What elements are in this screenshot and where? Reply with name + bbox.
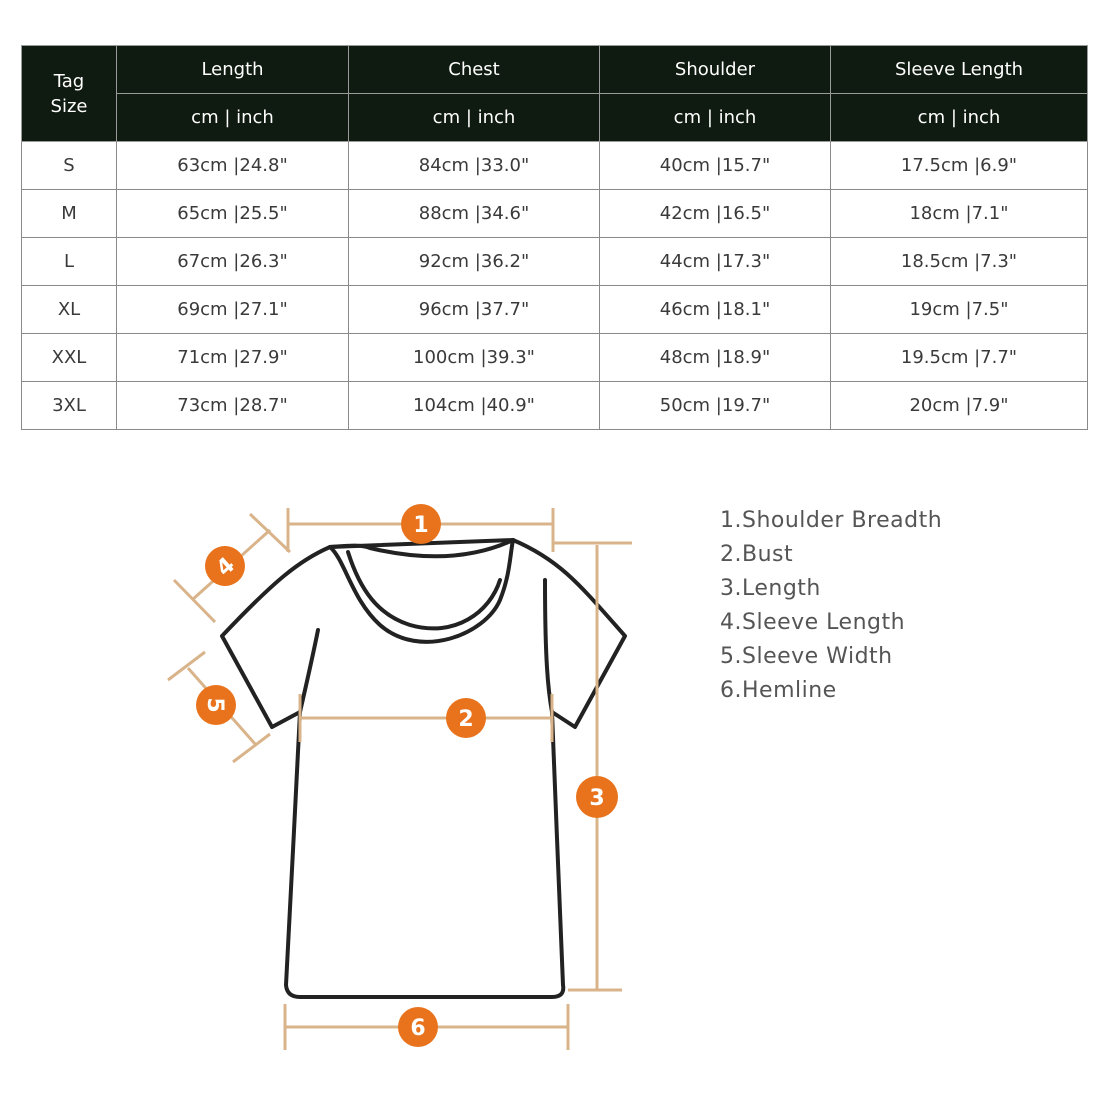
length-cell: 63cm |24.8"	[117, 142, 349, 190]
unit-sleeve-length: cm | inch	[831, 94, 1088, 142]
badge-6	[398, 1007, 438, 1047]
chest-cell: 100cm |39.3"	[349, 334, 600, 382]
shoulder-cell: 46cm |18.1"	[600, 286, 831, 334]
sleeve-length-cell: 18cm |7.1"	[831, 190, 1088, 238]
legend-item: 3.Length	[720, 576, 821, 601]
header-tag-line1: Tag	[53, 70, 85, 92]
size-cell: XXL	[22, 334, 117, 382]
header-sleeve-length: Sleeve Length	[831, 46, 1088, 94]
chest-cell: 92cm |36.2"	[349, 238, 600, 286]
sleeve-length-cell: 20cm |7.9"	[831, 382, 1088, 430]
size-cell: L	[22, 238, 117, 286]
badge-2-label: 2	[458, 707, 474, 732]
header-tag-line2: Size	[50, 95, 88, 117]
shoulder-cell: 44cm |17.3"	[600, 238, 831, 286]
sleeve-length-cell: 18.5cm |7.3"	[831, 238, 1088, 286]
unit-shoulder: cm | inch	[600, 94, 831, 142]
shoulder-cell: 50cm |19.7"	[600, 382, 831, 430]
chest-cell: 104cm |40.9"	[349, 382, 600, 430]
badge-6-label: 6	[410, 1016, 426, 1041]
chest-cell: 84cm |33.0"	[349, 142, 600, 190]
badge-1	[401, 504, 441, 544]
shoulder-cell: 48cm |18.9"	[600, 334, 831, 382]
unit-length: cm | inch	[117, 94, 349, 142]
legend-item: 4.Sleeve Length	[720, 610, 906, 635]
badge-3	[576, 776, 618, 818]
unit-chest: cm | inch	[349, 94, 600, 142]
length-cell: 69cm |27.1"	[117, 286, 349, 334]
badge-5	[196, 685, 236, 725]
badge-3-label: 3	[589, 786, 605, 811]
size-cell: 3XL	[22, 382, 117, 430]
legend-item: 2.Bust	[720, 542, 794, 567]
badge-2	[446, 698, 486, 738]
length-cell: 65cm |25.5"	[117, 190, 349, 238]
size-cell: M	[22, 190, 117, 238]
tshirt-outline	[222, 540, 625, 997]
chest-cell: 88cm |34.6"	[349, 190, 600, 238]
shoulder-cell: 42cm |16.5"	[600, 190, 831, 238]
measurement-legend	[720, 504, 942, 708]
header-length: Length	[117, 46, 349, 94]
badge-1-label: 1	[413, 513, 429, 538]
sleeve-length-cell: 19cm |7.5"	[831, 286, 1088, 334]
legend-item: 6.Hemline	[720, 678, 837, 703]
shoulder-cell: 40cm |15.7"	[600, 142, 831, 190]
header-shoulder: Shoulder	[600, 46, 831, 94]
size-cell: S	[22, 142, 117, 190]
length-cell: 71cm |27.9"	[117, 334, 349, 382]
badge-4	[197, 538, 253, 594]
legend-item: 1.Shoulder Breadth	[720, 508, 943, 533]
chest-cell: 96cm |37.7"	[349, 286, 600, 334]
length-cell: 73cm |28.7"	[117, 382, 349, 430]
legend-item: 5.Sleeve Width	[720, 644, 893, 669]
badge-5-label: 5	[202, 697, 227, 713]
header-chest: Chest	[349, 46, 600, 94]
length-cell: 67cm |26.3"	[117, 238, 349, 286]
sleeve-length-cell: 17.5cm |6.9"	[831, 142, 1088, 190]
sleeve-length-cell: 19.5cm |7.7"	[831, 334, 1088, 382]
size-cell: XL	[22, 286, 117, 334]
badge-4-label: 4	[211, 552, 241, 582]
